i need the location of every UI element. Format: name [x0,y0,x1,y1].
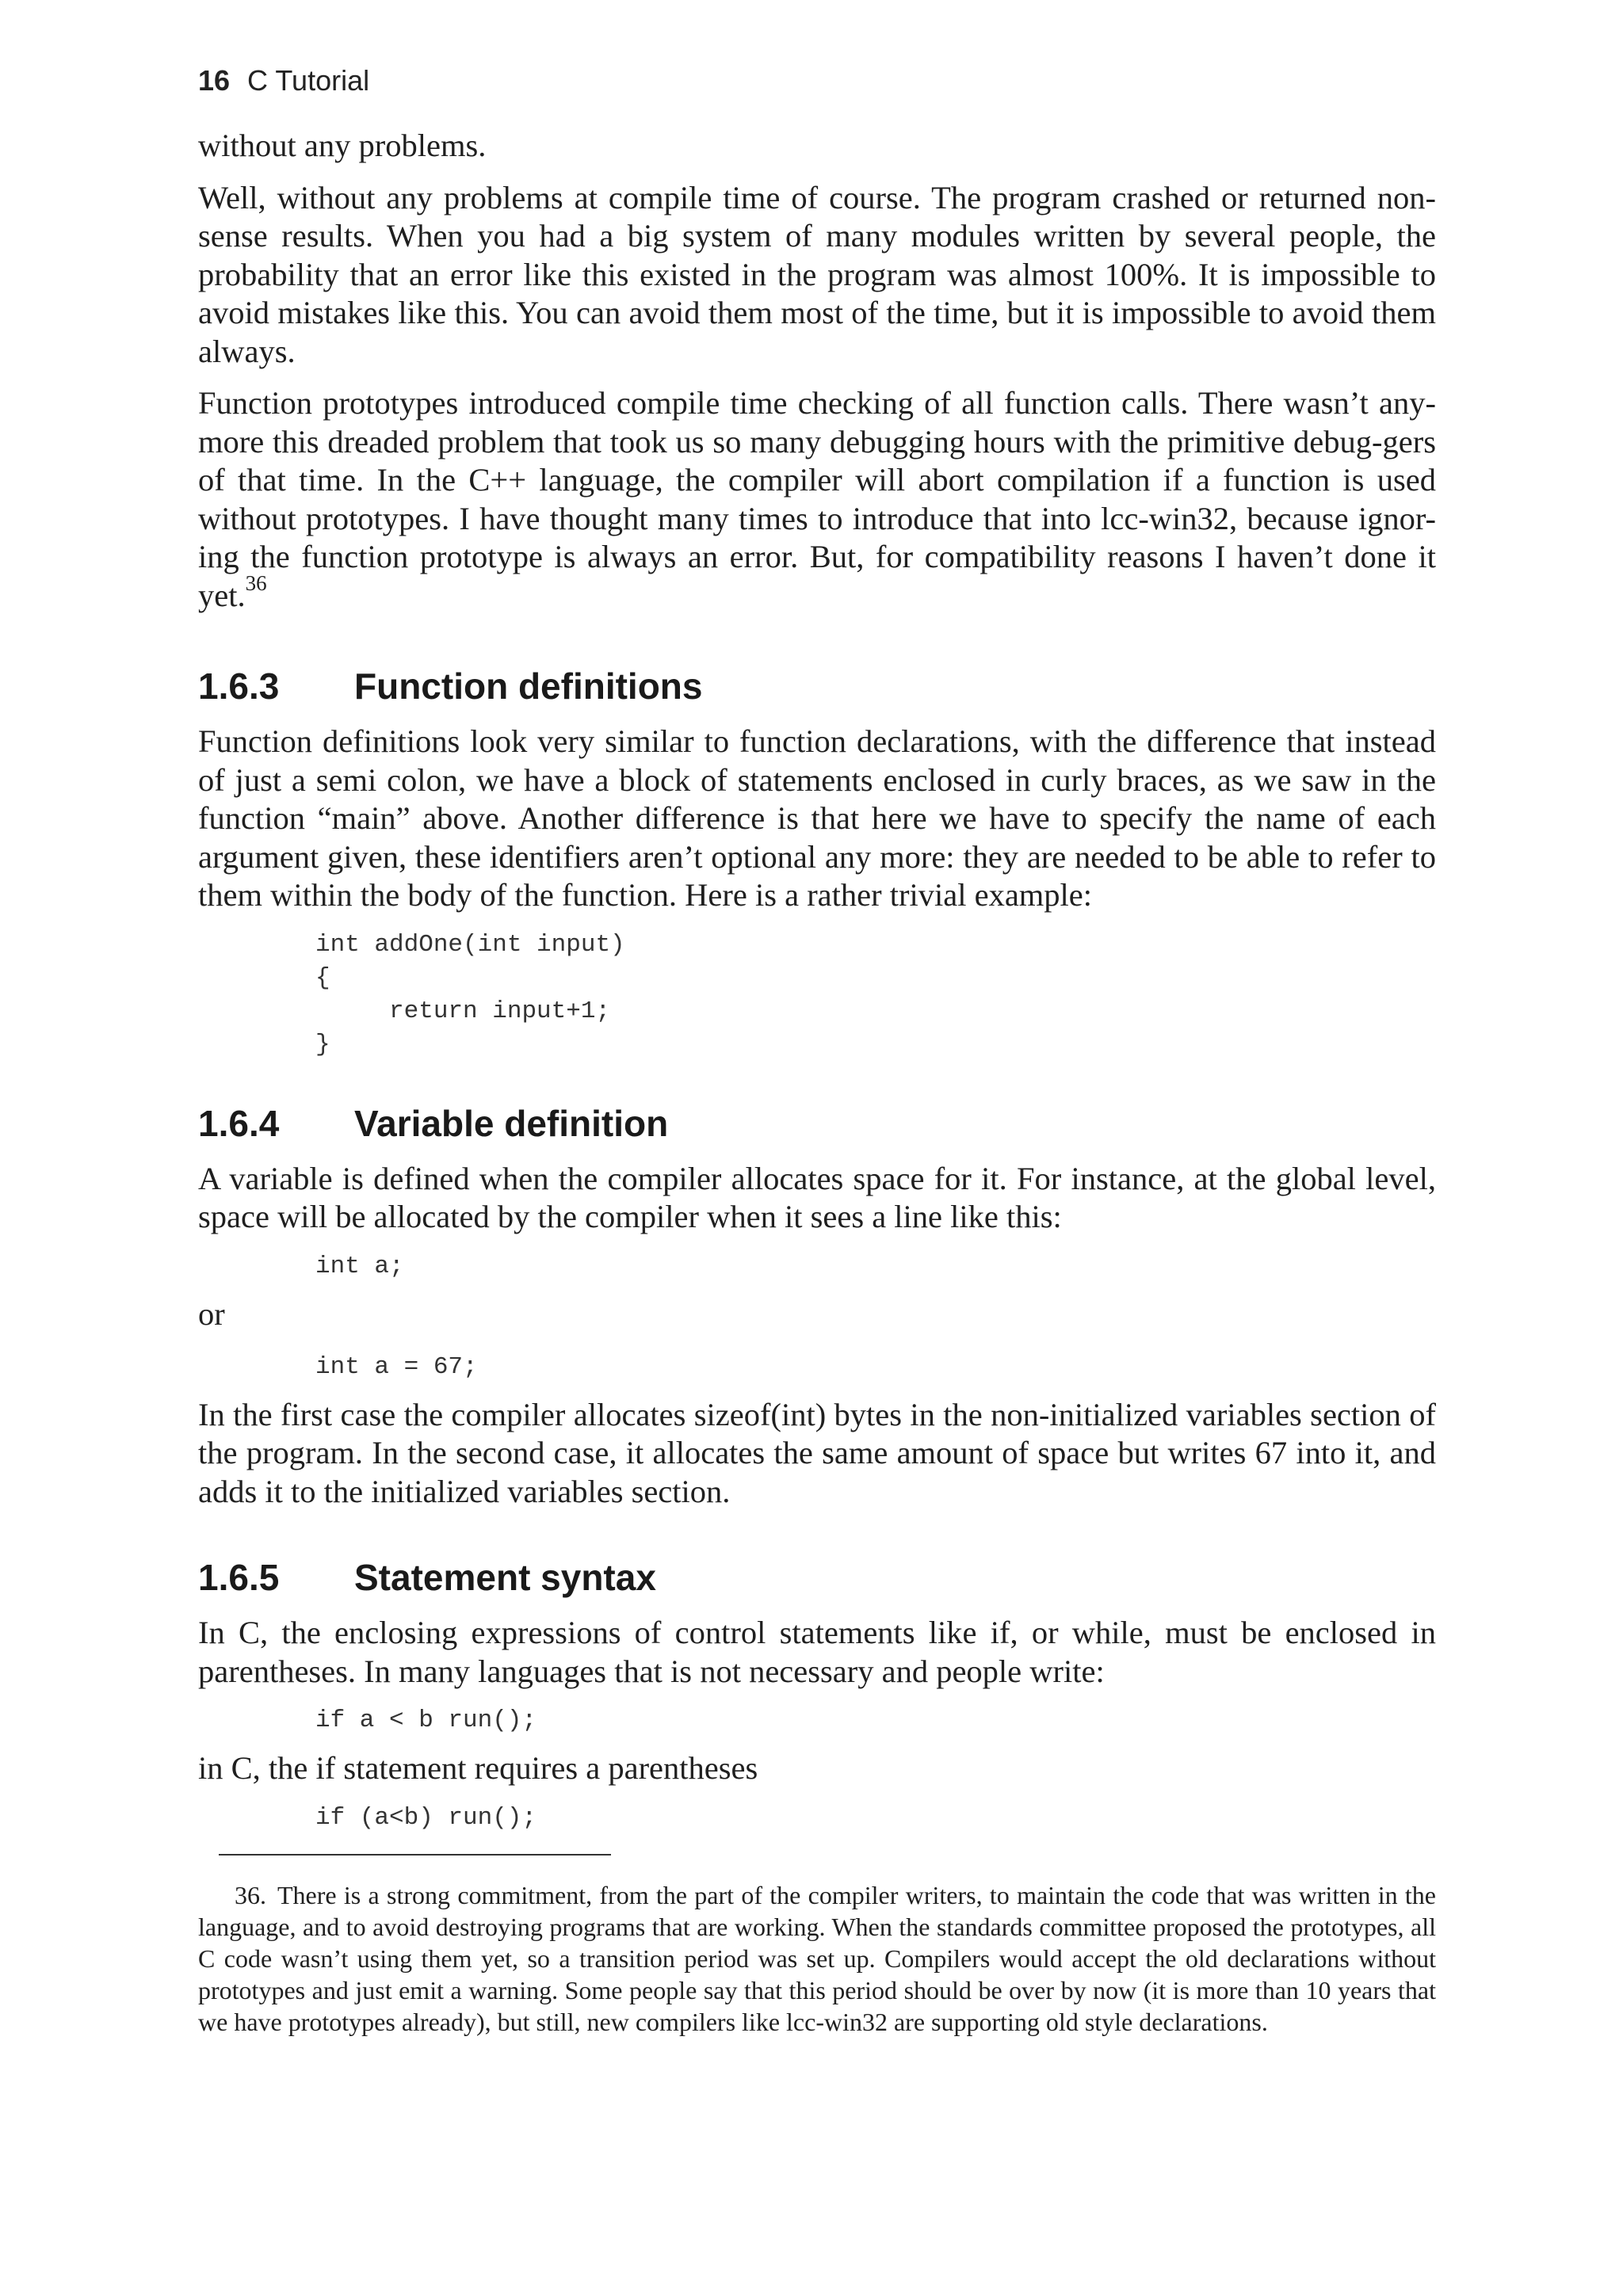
footnote-number: 36. [235,1880,266,1909]
paragraph-statement-syntax: In C, the enclosing expressions of control statements like if, or while, must be enclosed in parentheses. In many languages that is not necessary and people write: [198,1615,1436,1689]
paragraph-prototypes [198,384,1436,615]
paragraph-compile-time: Well, without any problems at compile time of course. The program crashed or returned non-sense results. When you had a big system of many modules written by several people, the probability that an error like this existed in the program was almost 100%. It is impossible to avoid mistakes like this. You can avoid them most of the time, but it is impossible to avoid them always. [198,179,1436,369]
section-number: 1.6.5 [198,1557,280,1598]
running-head [198,65,1436,97]
section-number: 1.6.3 [198,666,280,707]
code-int-a: int a; [315,1252,404,1280]
section-title: Statement syntax [354,1557,656,1598]
running-head-title: C Tutorial [247,64,370,97]
section-heading-variable-definition [198,1103,1436,1144]
footnote-36 [198,1879,1436,2038]
section-heading-function-definitions [198,666,1436,707]
footnote-text: There is a strong commitment, from the part of the compiler writers, to maintain the code that was written in the language, and to avoid destroying programs that are working. When the standards committee proposed the prototypes, all C code wasn’t using them yet, so a transition period was set up. Compilers would accept the old declarations without prototypes and just emit a warning. Some people say that this period should be over by now (it is more than 10 years that we have prototypes already), but still, new compilers like lcc-win32 are supporting old style declarations. [198,1880,1436,2036]
book-page [198,65,1436,2038]
paragraph-variable-sections: In the first case the compiler allocates sizeof(int) bytes in the non-initialized variables section of the program. In the second case, it allocates the same amount of space but writes 67 into it, and adds it to the initialized variables section. [198,1396,1436,1509]
or-text: or [198,1295,225,1332]
section-number: 1.6.4 [198,1102,280,1144]
paragraph-continuation: without any problems. [198,128,487,163]
paragraph-variable-definition: A variable is defined when the compiler allocates space for it. For instance, at the global level, space will be allocated by the compiler when it sees a line like this: [198,1160,1436,1234]
section-heading-statement-syntax [198,1557,1436,1598]
paragraph-if-parentheses: in C, the if statement requires a parentheses [198,1750,758,1786]
footnote-divider [219,1854,611,1855]
code-if-without-parens: if a < b run(); [315,1707,537,1734]
page-number: 16 [198,64,231,97]
code-block-addone: int addOne(int input) { return input+1; } [315,930,625,1058]
section-title: Variable definition [354,1102,669,1144]
footnote-reference[interactable]: 36 [245,570,267,595]
paragraph-prototypes-text: Function prototypes introduced compile time checking of all function calls. There wasn’t any-more this dreaded problem that took us so many debugging hours with the primitive debug-gers of that time. In the C++ language, the compiler will abort compilation if a function is used without prototypes. I have thought many times to introduce that into lcc-win32, because ignor-ing the function prototype is always an error. But, for compatibility reasons I haven’t done it yet. [198,385,1436,613]
code-int-a-67: int a = 67; [315,1352,478,1381]
section-title: Function definitions [354,666,703,707]
code-if-with-parens: if (a<b) run(); [315,1803,537,1832]
paragraph-function-definitions: Function definitions look very similar to function declarations, with the difference that instead of just a semi colon, we have a block of statements enclosed in curly braces, as we saw in the function “main” above. Another difference is that here we have to specify the name of each argument given, these identifiers aren’t optional any more: they are needed to be able to refer to them within the body of the function. Here is a rather trivial example: [198,723,1436,913]
